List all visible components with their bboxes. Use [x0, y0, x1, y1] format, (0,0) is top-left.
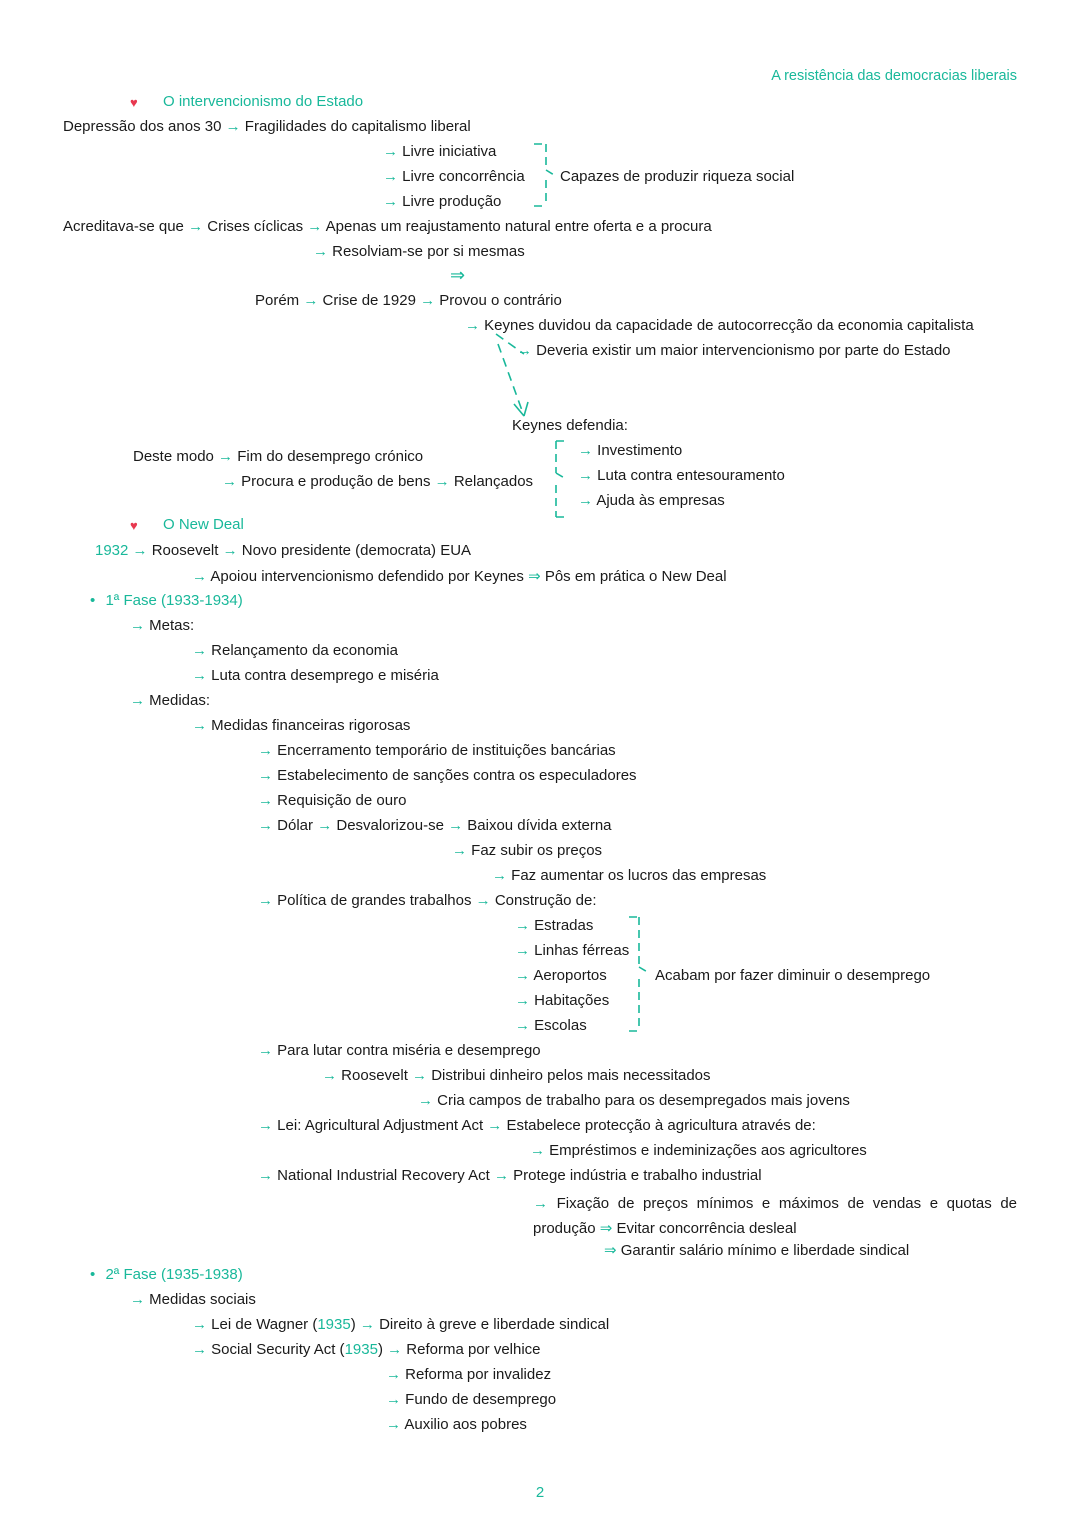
line-livre-iniciativa: → Livre iniciativa	[383, 143, 497, 160]
line-1932-roosevelt: 1932 → Roosevelt → Novo presidente (democrata) EUA	[95, 542, 472, 559]
line-faz-aumentar: → Faz aumentar os lucros das empresas	[492, 867, 767, 884]
line-dolar: → Dólar → Desvalorizou-se → Baixou dívida externa	[258, 817, 612, 834]
line-requisicao-ouro: → Requisição de ouro	[258, 792, 407, 809]
page-number: 2	[535, 1484, 545, 1501]
line-estradas: → Estradas	[515, 917, 594, 934]
line-entesouramento: → Luta contra entesouramento	[578, 467, 785, 484]
line-politica-trabalhos: → Política de grandes trabalhos → Construção de:	[258, 892, 597, 909]
line-escolas: → Escolas	[515, 1017, 587, 1034]
line-ajuda-empresas: → Ajuda às empresas	[578, 492, 725, 509]
label-diminuir-desemprego: Acabam por fazer diminuir o desemprego	[655, 967, 931, 984]
line-roosevelt-distribui: → Roosevelt → Distribui dinheiro pelos mais necessitados	[322, 1067, 711, 1084]
label-capazes-riqueza: Capazes de produzir riqueza social	[560, 168, 795, 185]
phase-2-heading: • 2ª Fase (1935-1938)	[90, 1266, 243, 1283]
line-social-security-act: → Social Security Act (1935) → Reforma por velhice	[192, 1341, 541, 1358]
line-lutar-miseria: → Para lutar contra miséria e desemprego	[258, 1042, 541, 1059]
line-habitacoes: → Habitações	[515, 992, 610, 1009]
line-deste-modo: Deste modo → Fim do desemprego crónico	[133, 448, 424, 465]
section-title-new-deal: O New Deal	[163, 516, 244, 533]
line-nira: → National Industrial Recovery Act → Protege indústria e trabalho industrial	[258, 1167, 762, 1184]
line-fixacao-precos: → Fixação de preços mínimos e máximos de vendas e quotas de produção ⇒ Evitar concorrência desleal	[533, 1195, 1018, 1237]
line-reforma-invalidez: → Reforma por invalidez	[386, 1366, 552, 1383]
line-procura-producao: → Procura e produção de bens → Relançados	[222, 473, 534, 490]
line-medidas: → Medidas:	[130, 692, 211, 709]
phase-1-heading: • 1ª Fase (1933-1934)	[90, 592, 243, 609]
line-sancoes: → Estabelecimento de sanções contra os especuladores	[258, 767, 637, 784]
line-medidas-sociais: → Medidas sociais	[130, 1291, 256, 1308]
line-meta-relancamento: → Relançamento da economia	[192, 642, 398, 659]
line-depressao: Depressão dos anos 30 → Fragilidades do capitalismo liberal	[63, 118, 471, 135]
heart-icon-2: ♥	[130, 518, 138, 533]
line-encerramento: → Encerramento temporário de instituições bancárias	[258, 742, 616, 759]
line-aeroportos: → Aeroportos	[515, 967, 607, 984]
line-deveria-existir: → Deveria existir um maior intervencionismo por parte do Estado	[517, 342, 951, 359]
down-arrow-icon: ⇒	[450, 265, 466, 285]
brace-1	[528, 140, 558, 210]
line-agricultural-act: → Lei: Agricultural Adjustment Act → Estabelece protecção à agricultura através de:	[258, 1117, 816, 1134]
dashed-connector	[490, 330, 550, 425]
line-lei-wagner: → Lei de Wagner (1935) → Direito à greve e liberdade sindical	[192, 1316, 610, 1333]
brace-3	[625, 913, 655, 1035]
line-faz-subir: → Faz subir os preços	[452, 842, 603, 859]
line-medidas-financeiras: → Medidas financeiras rigorosas	[192, 717, 411, 734]
line-investimento: → Investimento	[578, 442, 683, 459]
line-auxilio-pobres: → Auxilio aos pobres	[386, 1416, 527, 1433]
line-porem-crise: Porém → Crise de 1929 → Provou o contrário	[255, 292, 562, 309]
line-fundo-desemprego: → Fundo de desemprego	[386, 1391, 557, 1408]
line-apoiou-keynes: → Apoiou intervencionismo defendido por Keynes ⇒ Pôs em prática o New Deal	[192, 568, 727, 585]
section-title-intervencionismo: O intervencionismo do Estado	[163, 93, 364, 110]
line-resolviam: → Resolviam-se por si mesmas	[313, 243, 525, 260]
line-linhas-ferreas: → Linhas férreas	[515, 942, 630, 959]
line-keynes-duvidou: → Keynes duvidou da capacidade de autocorrecção da economia capitalista	[465, 317, 974, 334]
line-campos-trabalho: → Cria campos de trabalho para os desempregados mais jovens	[418, 1092, 850, 1109]
line-salario-minimo: ⇒ Garantir salário mínimo e liberdade sindical	[604, 1242, 910, 1259]
line-emprestimos: → Empréstimos e indeminizações aos agricultores	[530, 1142, 867, 1159]
line-keynes-defendia: Keynes defendia:	[512, 417, 628, 434]
heart-icon-1: ♥	[130, 95, 138, 110]
page-header: A resistência das democracias liberais	[771, 68, 1017, 84]
line-livre-producao: → Livre produção	[383, 193, 502, 210]
line-metas: → Metas:	[130, 617, 195, 634]
line-livre-concorrencia: → Livre concorrência	[383, 168, 525, 185]
line-meta-luta: → Luta contra desemprego e miséria	[192, 667, 439, 684]
line-acreditava: Acreditava-se que → Crises cíclicas → Apenas um reajustamento natural entre oferta e a procura	[63, 218, 712, 235]
